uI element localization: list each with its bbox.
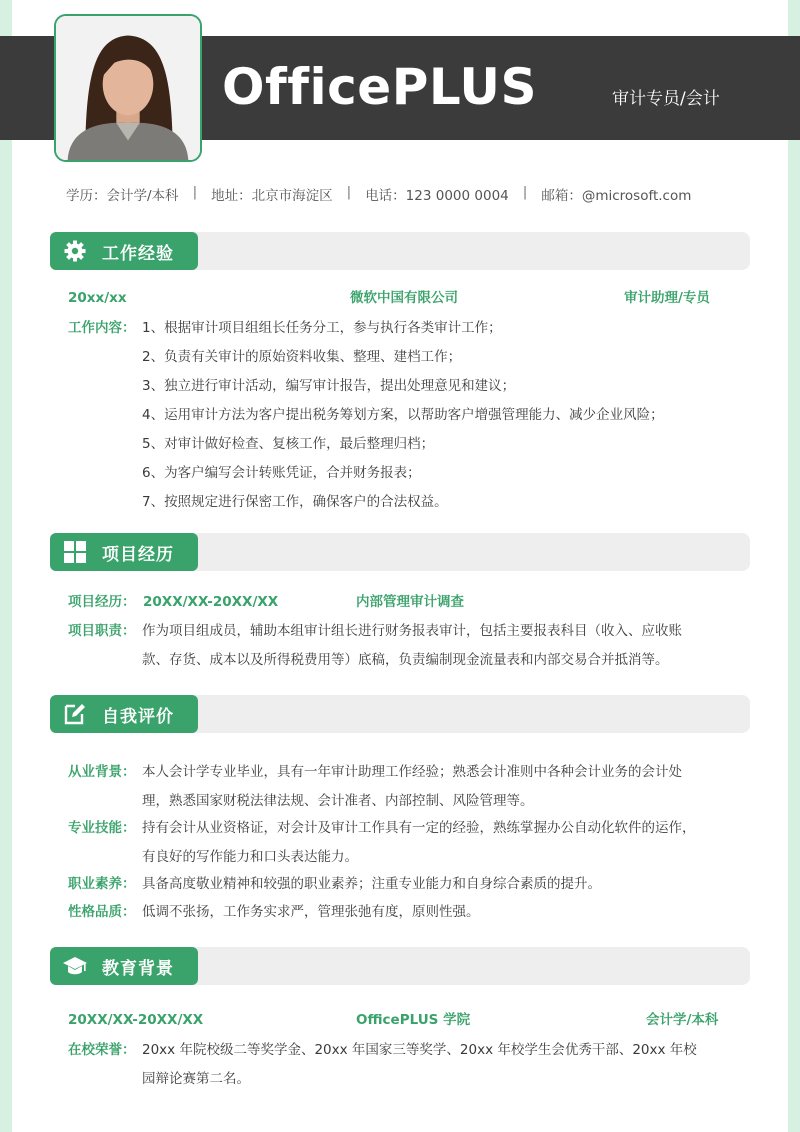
list-item: 5、对审计做好检查、复核工作，最后整理归档； [142,436,435,452]
project-date: 20XX/XX-20XX/XX [143,594,279,610]
contact-phone: 电话：123 0000 0004 [365,188,509,204]
target-position: 审计专员/会计 [612,89,720,109]
list-item: 1、根据审计项目组组长任务分工，参与执行各类审计工作； [142,320,502,336]
self-character-text: 低调不张扬，工作务实求严，管理张弛有度，原则性强。 [142,904,480,920]
profile-photo [54,14,202,162]
gear-icon [62,238,88,264]
section-tag-work [50,232,198,270]
text-line: 20xx 年院校级二等奖学金、20xx 年国家三等奖学、20xx 年校学生会优秀干部、20xx 年校 [142,1042,697,1058]
self-background-text [142,758,742,816]
project-name: 内部管理审计调查 [356,594,464,610]
self-background-label: 从业背景： [68,764,136,780]
list-item: 3、独立进行审计活动，编写审计报告，提出处理意见和建议； [142,378,516,394]
section-title-self: 自我评价 [102,706,174,727]
text-line: 本人会计学专业毕业，具有一年审计助理工作经验；熟悉会计准则中各种会计业务的会计处 [142,764,682,780]
education-honor-text [142,1036,742,1094]
graduation-cap-icon [62,953,88,979]
text-line: 园辩论赛第二名。 [142,1071,250,1087]
text-line: 有良好的写作能力和口头表达能力。 [142,849,358,865]
self-skill-text [142,814,742,872]
section-tag-project [50,533,198,571]
list-item: 2、负责有关审计的原始资料收集、整理、建档工作； [142,349,462,365]
grid-icon [62,539,88,565]
text-line: 理，熟悉国家财税法律法规、会计准者、内部控制、风险管理等。 [142,793,534,809]
contact-separator: | [522,184,528,200]
contact-address: 地址：北京市海淀区 [211,188,333,204]
project-exp-label: 项目经历： [68,594,136,610]
edit-icon [62,701,88,727]
list-item: 4、运用审计方法为客户提出税务筹划方案，以帮助客户增强管理能力、减少企业风险； [142,407,664,423]
text-line: 作为项目组成员，辅助本组审计组长进行财务报表审计，包括主要报表科目（收入、应收账 [142,623,682,639]
self-skill-label: 专业技能： [68,820,136,836]
work-job-header [68,284,732,312]
work-content-list [142,314,742,517]
contact-separator: | [346,184,352,200]
work-role: 审计助理/专员 [624,290,710,306]
project-duty-text [142,617,742,675]
work-company: 微软中国有限公司 [350,290,458,306]
work-date: 20xx/xx [68,290,127,306]
text-line: 款、存货、成本以及所得税费用等）底稿，负责编制现金流量表和内部交易合并抵消等。 [142,652,669,668]
self-quality-text: 具备高度敬业精神和较强的职业素养；注重专业能力和自身综合素质的提升。 [142,876,601,892]
section-title-education: 教育背景 [102,958,174,979]
self-character-label: 性格品质： [68,904,136,920]
education-header [68,1006,732,1034]
self-quality-label: 职业素养： [68,876,136,892]
education-date: 20XX/XX-20XX/XX [68,1012,204,1028]
contact-separator: | [192,184,198,200]
section-tag-self [50,695,198,733]
list-item: 6、为客户编写会计转账凭证，合并财务报表； [142,465,421,481]
list-item: 7、按照规定进行保密工作，确保客户的合法权益。 [142,494,448,510]
section-tag-education [50,947,198,985]
education-honor-label: 在校荣誉： [68,1042,136,1058]
section-title-work: 工作经验 [102,243,174,264]
portrait-image [56,16,200,160]
education-major: 会计学/本科 [646,1012,719,1028]
section-title-project: 项目经历 [102,544,174,565]
contact-education: 学历：会计学/本科 [66,188,179,204]
work-content-label: 工作内容： [68,320,136,336]
candidate-name: OfficePLUS [222,58,538,116]
project-duty-label: 项目职责： [68,623,136,639]
text-line: 持有会计从业资格证，对会计及审计工作具有一定的经验，熟练掌握办公自动化软件的运作， [142,820,696,836]
education-school: OfficePLUS 学院 [356,1012,471,1028]
contact-email: 邮箱：@microsoft.com [541,188,692,204]
contact-line [66,184,746,204]
